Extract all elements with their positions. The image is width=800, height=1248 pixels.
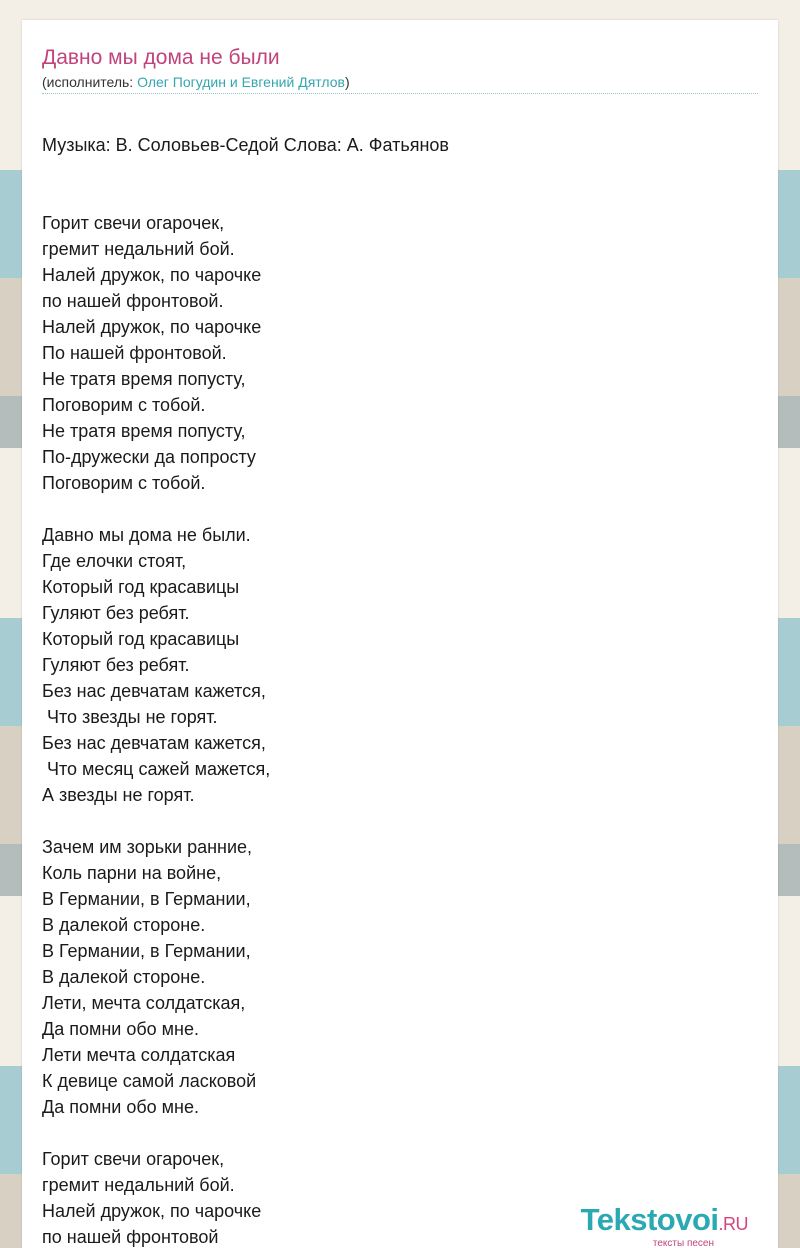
divider	[42, 93, 758, 94]
lyrics-line: по нашей фронтовой	[42, 1227, 219, 1247]
logo-name: Tekstovoi	[580, 1202, 719, 1237]
lyrics-line: Налей дружок, по чарочке	[42, 1201, 262, 1221]
lyrics-line: Без нас девчатам кажется,	[42, 681, 266, 701]
lyrics-stanza	[42, 522, 742, 808]
logo-domain: .RU	[718, 1214, 748, 1234]
lyrics-line: Горит свечи огарочек,	[42, 213, 225, 233]
lyrics-line: К девице самой ласковой	[42, 1071, 257, 1091]
lyrics-line: Лети, мечта солдатская,	[42, 993, 246, 1013]
lyrics-line: По-дружески да попросту	[42, 447, 256, 467]
lyrics-line: В далекой стороне.	[42, 967, 206, 987]
lyrics-line: Поговорим с тобой.	[42, 395, 206, 415]
lyrics-line: Да помни обо мне.	[42, 1019, 199, 1039]
lyrics-line: По нашей фронтовой.	[42, 343, 227, 363]
lyrics-line: Лети мечта солдатская	[42, 1045, 236, 1065]
lyrics-line: Коль парни на войне,	[42, 863, 222, 883]
lyrics-stanza	[42, 834, 742, 1120]
song-credits: Музыка: В. Соловьев-Седой Слова: А. Фатьянов	[42, 135, 449, 155]
lyrics-line: Не тратя время попусту,	[42, 369, 246, 389]
performer-suffix: )	[344, 74, 350, 90]
lyrics-body	[42, 106, 742, 1248]
lyrics-line: В далекой стороне.	[42, 915, 206, 935]
lyrics-line: В Германии, в Германии,	[42, 941, 251, 961]
lyrics-card	[22, 20, 778, 1248]
performer-line	[42, 74, 350, 90]
lyrics-stanzas	[42, 210, 742, 1248]
site-logo[interactable]	[581, 1204, 748, 1248]
lyrics-line: Что месяц сажей мажется,	[42, 759, 271, 779]
lyrics-line: Гуляют без ребят.	[42, 655, 190, 675]
performer-prefix: (исполнитель:	[42, 74, 138, 90]
lyrics-line: Налей дружок, по чарочке	[42, 265, 262, 285]
lyrics-line: Без нас девчатам кажется,	[42, 733, 266, 753]
song-title: Давно мы дома не были	[42, 46, 280, 69]
logo-tagline: тексты песен	[652, 1238, 714, 1248]
lyrics-line: Не тратя время попусту,	[42, 421, 246, 441]
artist-link[interactable]: Олег Погудин и Евгений Дятлов	[137, 74, 345, 90]
lyrics-line: по нашей фронтовой.	[42, 291, 224, 311]
lyrics-line: Горит свечи огарочек,	[42, 1149, 225, 1169]
lyrics-line: Давно мы дома не были.	[42, 525, 251, 545]
lyrics-line: А звезды не горят.	[42, 785, 195, 805]
lyrics-line: гремит недальний бой.	[42, 239, 235, 259]
lyrics-line: В Германии, в Германии,	[42, 889, 251, 909]
lyrics-line: Зачем им зорьки ранние,	[42, 837, 253, 857]
lyrics-line: Где елочки стоят,	[42, 551, 187, 571]
lyrics-line: Что звезды не горят.	[42, 707, 218, 727]
lyrics-line: Да помни обо мне.	[42, 1097, 199, 1117]
lyrics-line: Который год красавицы	[42, 577, 240, 597]
lyrics-line: гремит недальний бой.	[42, 1175, 235, 1195]
lyrics-line: Гуляют без ребят.	[42, 603, 190, 623]
lyrics-line: Налей дружок, по чарочке	[42, 317, 262, 337]
lyrics-line: Поговорим с тобой.	[42, 473, 206, 493]
lyrics-stanza	[42, 210, 742, 496]
lyrics-line: Который год красавицы	[42, 629, 240, 649]
